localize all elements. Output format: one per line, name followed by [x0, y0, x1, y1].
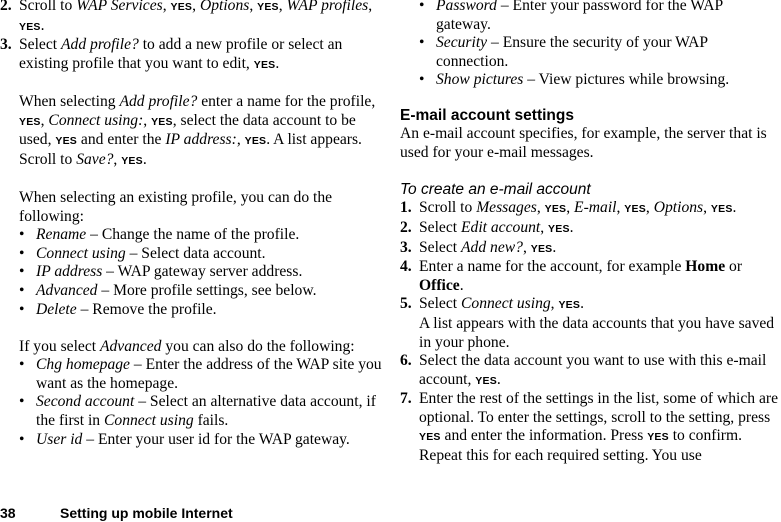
step-5: 5. Select Connect using, YES. A list appears with the data accounts that you have saved in your phone.	[400, 295, 775, 351]
intro-paragraph: An e-mail account specifies, for example, the server that is used for your e-mail messages.	[400, 124, 767, 161]
list-item: • Rename – Change the name of the profile.	[19, 226, 300, 244]
bullet-icon: •	[19, 430, 25, 448]
yes-key: YES	[170, 1, 193, 13]
bullet-icon: •	[419, 71, 425, 89]
list-item: • User id – Enter your user id for the WAP gateway.	[19, 430, 350, 448]
left-column	[0, 0, 384, 449]
bullet-icon: •	[19, 393, 25, 411]
list-item: • Advanced – More profile settings, see below.	[19, 281, 317, 299]
yes-key: YES	[253, 58, 276, 71]
sub-heading: To create an e-mail account	[400, 180, 591, 198]
bullet-icon: •	[19, 244, 25, 262]
step-6: 6. Select the data account you want to use with this e-mail account, YES.	[400, 352, 767, 388]
bullet-icon: •	[419, 34, 425, 52]
bullet-icon: •	[19, 300, 25, 318]
step-number: 3.	[0, 36, 12, 54]
list-item: • Show pictures – View pictures while browsing.	[419, 71, 730, 89]
section-heading: E-mail account settings	[400, 106, 574, 124]
existing-profile-paragraph: When selecting an existing profile, you can do the following:	[19, 188, 333, 225]
step-3: 3. Select Add new?, YES.	[400, 238, 557, 256]
list-item: • Password – Enter your password for the WAP gateway.	[400, 0, 781, 34]
list-item: • Connect using – Select data account.	[19, 244, 266, 262]
list-item: • IP address – WAP gateway server address.	[19, 263, 303, 281]
list-item: • Delete – Remove the profile.	[19, 300, 217, 318]
list-item: • Second account – Select an alternative data account, if the first in Connect using fails.	[19, 393, 376, 430]
bullet-icon: •	[19, 356, 25, 374]
bullet-icon: •	[419, 0, 425, 14]
yes-key: YES	[19, 20, 41, 33]
step-number: 2.	[0, 0, 12, 14]
step-2: 2. Scroll to WAP Services, YES, Options, YES, WAP profiles, YES.	[0, 0, 384, 36]
page-number: 38	[0, 505, 16, 521]
step-7: 7. Enter the rest of the settings in the list, some of which are optional. To enter the settings, scroll to the setting, press YES and enter the information. Press YES to confirm. Repeat this for each required setting. You use	[400, 390, 778, 465]
step-2: 2. Select Edit account, YES.	[400, 218, 574, 236]
bullet-icon: •	[19, 281, 25, 299]
advanced-paragraph: If you select Advanced you can also do the following:	[19, 337, 355, 355]
step-1: 1. Scroll to Messages, YES, E-mail, YES, Options, YES.	[400, 199, 737, 217]
list-item: • Chg homepage – Enter the address of the WAP site you want as the homepage.	[19, 356, 382, 392]
yes-key: YES	[257, 1, 279, 13]
list-item: • Security – Ensure the security of your WAP connection.	[419, 34, 708, 70]
add-profile-paragraph: When selecting Add profile? enter a name for the profile, YES, Connect using:, YES, select the data account to be used, YES and enter the IP address:, YES. A list appears. Scroll to Save?, YES.	[19, 92, 376, 168]
step-4: 4. Enter a name for the account, for example Home or Office.	[400, 258, 743, 294]
page-footer	[0, 505, 233, 521]
bullet-icon: •	[19, 263, 25, 281]
step-3: 3. Select Add profile? to add a new profile or select an existing profile that you want to edit, YES.	[0, 36, 384, 74]
chapter-title: Setting up mobile Internet	[60, 505, 233, 521]
bullet-icon: •	[19, 226, 25, 244]
right-column	[400, 0, 781, 466]
